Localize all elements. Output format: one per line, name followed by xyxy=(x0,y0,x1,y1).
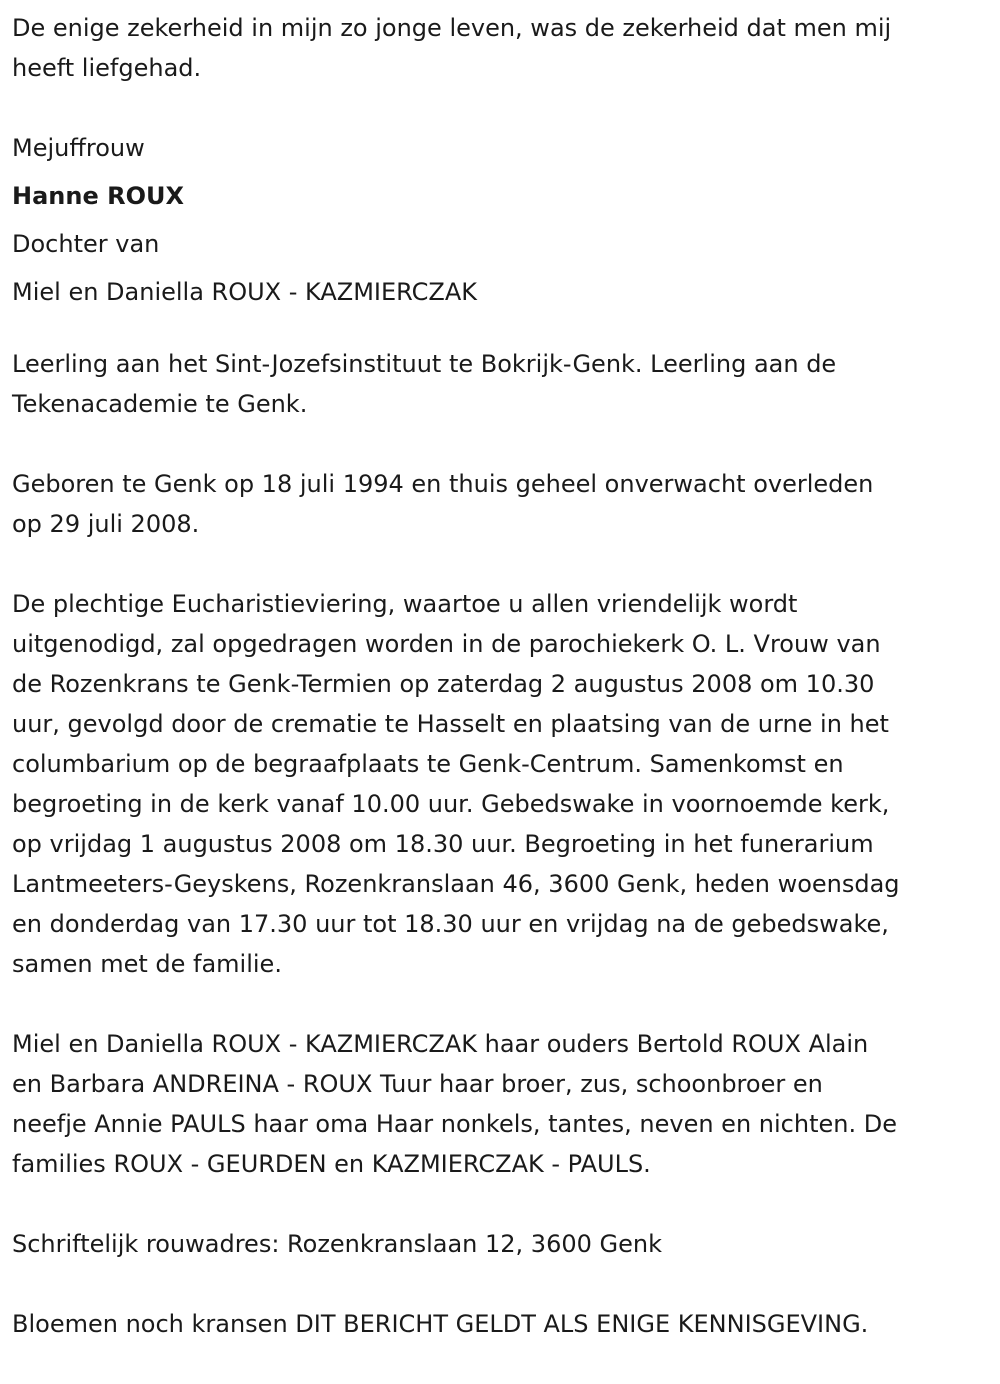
text-line: en donderdag van 17.30 uur tot 18.30 uur en vrijdag na de gebedswake, xyxy=(12,910,889,938)
text-line: Miel en Daniella ROUX - KAZMIERCZAK haar ouders Bertold ROUX Alain xyxy=(12,1030,869,1058)
text-line: Lantmeeters-Geyskens, Rozenkranslaan 46, 3600 Genk, heden woensdag xyxy=(12,870,900,898)
text-line: Tekenacademie te Genk. xyxy=(12,390,308,418)
text-line: Schriftelijk rouwadres: Rozenkranslaan 12, 3600 Genk xyxy=(12,1230,662,1258)
text-line: samen met de familie. xyxy=(12,950,282,978)
obituary-document xyxy=(12,8,900,1384)
text-line: Bloemen noch kransen DIT BERICHT GELDT ALS ENIGE KENNISGEVING. xyxy=(12,1310,869,1338)
title: Mejuffrouw xyxy=(12,134,145,162)
closing-paragraph xyxy=(12,1304,900,1344)
text-line: en Barbara ANDREINA - ROUX Tuur haar broer, zus, schoonbroer en xyxy=(12,1070,823,1098)
text-line: families ROUX - GEURDEN en KAZMIERCZAK - PAULS. xyxy=(12,1150,651,1178)
parents: Miel en Daniella ROUX - KAZMIERCZAK xyxy=(12,278,477,306)
text-line: de Rozenkrans te Genk-Termien op zaterdag 2 augustus 2008 om 10.30 xyxy=(12,670,875,698)
deceased-name: Hanne ROUX xyxy=(12,182,184,210)
quote-paragraph xyxy=(12,8,900,88)
text-line: De enige zekerheid in mijn zo jonge leven, was de zekerheid dat men mij xyxy=(12,14,892,42)
text-line: uitgenodigd, zal opgedragen worden in de parochiekerk O. L. Vrouw van xyxy=(12,630,881,658)
text-line: columbarium op de begraafplaats te Genk-Centrum. Samenkomst en xyxy=(12,750,844,778)
text-line: uur, gevolgd door de crematie te Hasselt en plaatsing van de urne in het xyxy=(12,710,889,738)
text-line: heeft liefgehad. xyxy=(12,54,202,82)
born-paragraph xyxy=(12,464,900,544)
text-line: Geboren te Genk op 18 juli 1994 en thuis geheel onverwacht overleden xyxy=(12,470,874,498)
text-line: begroeting in de kerk vanaf 10.00 uur. Gebedswake in voornoemde kerk, xyxy=(12,790,890,818)
text-line: Leerling aan het Sint-Jozefsinstituut te Bokrijk-Genk. Leerling aan de xyxy=(12,350,837,378)
text-line: neefje Annie PAULS haar oma Haar nonkels, tantes, neven en nichten. De xyxy=(12,1110,897,1138)
family-paragraph xyxy=(12,1024,900,1184)
address-paragraph xyxy=(12,1224,900,1264)
school-paragraph xyxy=(12,344,900,424)
ceremony-paragraph xyxy=(12,584,900,984)
relation: Dochter van xyxy=(12,230,160,258)
text-line: op 29 juli 2008. xyxy=(12,510,200,538)
text-line: op vrijdag 1 augustus 2008 om 18.30 uur. Begroeting in het funerarium xyxy=(12,830,874,858)
text-line: De plechtige Eucharistieviering, waartoe u allen vriendelijk wordt xyxy=(12,590,798,618)
name-block xyxy=(12,128,900,312)
